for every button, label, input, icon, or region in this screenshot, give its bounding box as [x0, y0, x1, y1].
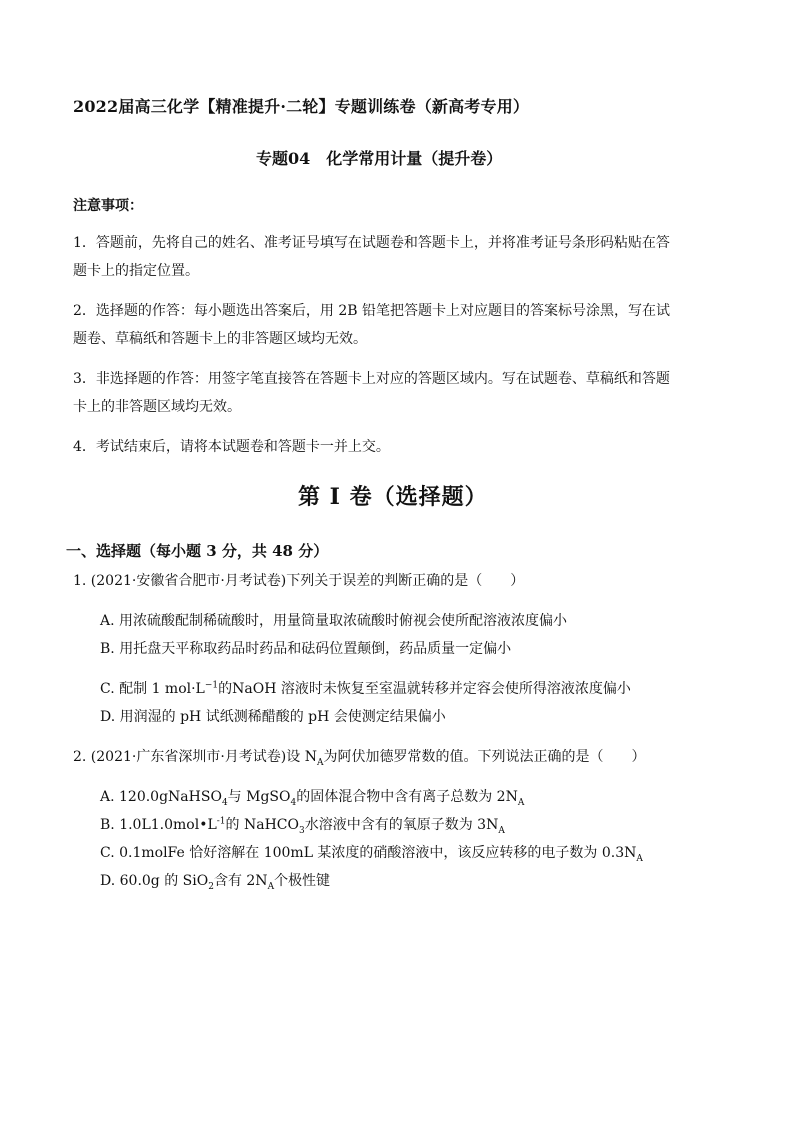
question-2-option-b: B. $1.0L1.0mol•L^{-1}$的 NaHCO$_3$水溶液中含有的氧原子数为 $3N_A$ — [100, 816, 505, 836]
question-1-option-b: B. 用托盘天平称取药品时药品和砝码位置颠倒，药品质量一定偏小 — [100, 641, 512, 657]
topic-number: 专题04 — [256, 149, 311, 168]
question-2-option-c: C. 0.1molFe 恰好溶解在 100mL 某浓度的硝酸溶液中，该反应转移的电子数为 $0.3N_A$ — [100, 845, 643, 864]
notice-item-1-line-2: 题卡上的指定位置。 — [73, 263, 199, 279]
question-1-option-d: D. 用润湿的 pH 试纸测稀醋酸的 pH 会使测定结果偏小 — [100, 709, 446, 725]
question-1-stem: 1. (2021·安徽省合肥市·月考试卷)下列关于误差的判断正确的是（ ） — [73, 573, 525, 589]
question-2-option-a: A. 120.0gNaHSO$_4$与 MgSO$_4$的固体混合物中含有离子总数为 $2N_A$ — [100, 789, 525, 808]
question-2-option-d: D. 60.0g 的 SiO$_2$含有 $2N_A$个极性键 — [100, 873, 331, 892]
question-2-stem: 2. (2021·广东省深圳市·月考试卷)设 $N_A$为阿伏加德罗常数的值。下列说法正确的是（ ） — [73, 749, 646, 768]
question-1-option-c: C. 配制 1 $mol\cdot L^{-1}$的NaOH 溶液时未恢复至室温就转移并定容会使所得溶液浓度偏小 — [100, 680, 631, 697]
question-1-option-a: A. 用浓硫酸配制稀硫酸时，用量筒量取浓硫酸时俯视会使所配溶液浓度偏小 — [100, 613, 568, 629]
notice-item-1-line-1: 1．答题前，先将自己的姓名、准考证号填写在试题卷和答题卡上，并将准考证号条形码粘贴在答 — [73, 235, 670, 251]
notice-item-4: 4．考试结束后，请将本试题卷和答题卡一并上交。 — [73, 439, 390, 455]
notice-item-3-line-2: 卡上的非答题区域均无效。 — [73, 399, 241, 415]
topic-name: 化学常用计量（提升卷） — [326, 149, 503, 168]
document-subtitle — [256, 146, 502, 169]
notice-item-3-line-1: 3．非选择题的作答：用签字笔直接答在答题卡上对应的答题区域内。写在试题卷、草稿纸和答题 — [73, 371, 670, 387]
document-title: 2022届高三化学【精准提升·二轮】专题训练卷（新高考专用） — [73, 97, 530, 116]
notice-item-2-line-2: 题卷、草稿纸和答题卡上的非答题区域均无效。 — [73, 331, 367, 347]
notice-heading: 注意事项： — [73, 198, 143, 214]
part-heading: 一、选择题（每小题 3 分，共 48 分） — [66, 542, 329, 560]
section-title: 第 I 卷（选择题） — [298, 484, 488, 510]
notice-item-2-line-1: 2．选择题的作答：每小题选出答案后，用 2B 铅笔把答题卡上对应题目的答案标号涂黑，写在试 — [73, 303, 671, 319]
